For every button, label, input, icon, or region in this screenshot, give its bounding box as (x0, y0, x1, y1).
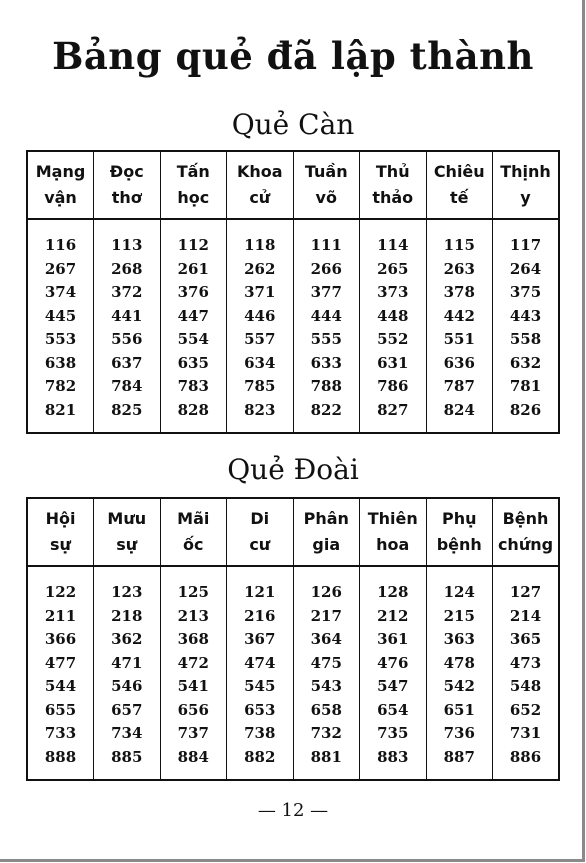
column-header: Mạng vận (27, 151, 94, 219)
table-body-row (27, 219, 559, 433)
table-header-row (27, 151, 559, 219)
column-header: Bệnh chứng (493, 498, 560, 566)
column-header: Mưu sự (94, 498, 161, 566)
column-values: 127 214 365 473 548 652 731 886 (493, 566, 560, 780)
column-values: 118 262 371 446 557 634 785 823 (227, 219, 294, 433)
page-number: — 12 — (257, 800, 329, 821)
table-body-row (27, 566, 559, 780)
column-values: 113 268 372 441 556 637 784 825 (94, 219, 161, 433)
table-header-row (27, 498, 559, 566)
column-header: Mãi ốc (160, 498, 227, 566)
column-values: 123 218 362 471 546 657 734 885 (94, 566, 161, 780)
column-header: Tuần võ (293, 151, 360, 219)
column-header: Thiên hoa (360, 498, 427, 566)
column-values: 126 217 364 475 543 658 732 881 (293, 566, 360, 780)
page-title: Bảng quẻ đã lập thành (52, 34, 534, 78)
column-header: Di cư (227, 498, 294, 566)
column-values: 111 266 377 444 555 633 788 822 (293, 219, 360, 433)
column-header: Khoa cử (227, 151, 294, 219)
column-header: Phân gia (293, 498, 360, 566)
column-values: 116 267 374 445 553 638 782 821 (44, 236, 77, 419)
column-header: Chiêu tế (426, 151, 493, 219)
column-values: 128 212 361 476 547 654 735 883 (360, 566, 427, 780)
section-title-can: Quẻ Càn (231, 108, 355, 141)
column-values: 121 216 367 474 545 653 738 882 (227, 566, 294, 780)
column-values: 115 263 378 442 551 636 787 824 (426, 219, 493, 433)
column-values: 125 213 368 472 541 656 737 884 (160, 566, 227, 780)
table-que-can (26, 150, 560, 434)
column-values: 124 215 363 478 542 651 736 887 (426, 566, 493, 780)
column-values: 114 265 373 448 552 631 786 827 (360, 219, 427, 433)
column-header: Đọc thơ (94, 151, 161, 219)
column-header: Phụ bệnh (426, 498, 493, 566)
table-que-doai (26, 497, 560, 781)
column-values: 117 264 375 443 558 632 781 826 (493, 219, 560, 433)
column-header: Thịnh y (493, 151, 560, 219)
column-header: Hội sự (27, 498, 94, 566)
section-title-doai: Quẻ Đoài (227, 453, 359, 486)
column-values: 122 211 366 477 544 655 733 888 (44, 583, 77, 766)
column-values: 112 261 376 447 554 635 783 828 (160, 219, 227, 433)
column-header: Tấn học (160, 151, 227, 219)
column-header: Thủ thảo (360, 151, 427, 219)
